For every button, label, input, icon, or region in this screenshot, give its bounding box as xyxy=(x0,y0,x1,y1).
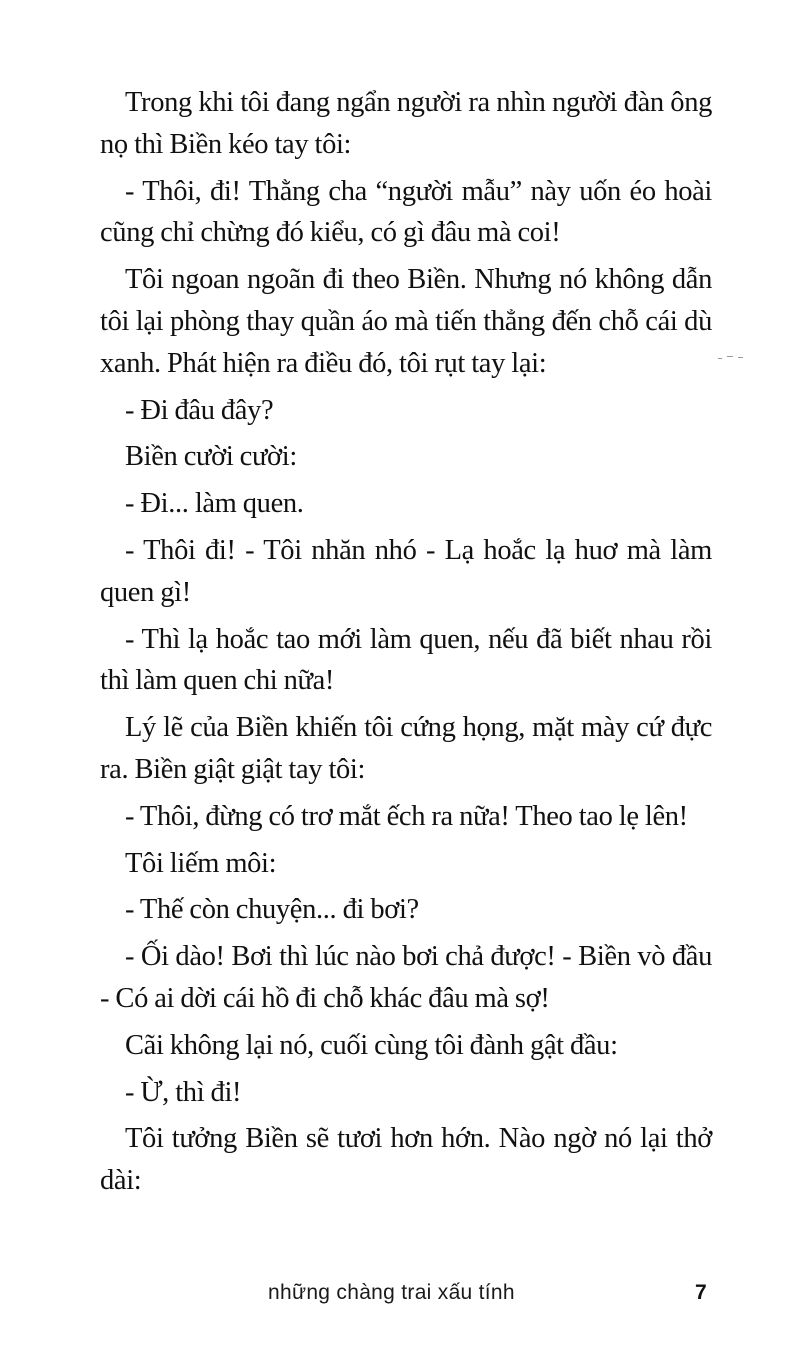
page-footer xyxy=(0,1281,800,1315)
paragraph-narration: Tôi tưởng Biền sẽ tươi hơn hớn. Nào ngờ nó lại thở dài: xyxy=(100,1123,712,1197)
paragraph-dialogue: - Đi... làm quen. xyxy=(125,488,304,520)
paragraph-narration: Trong khi tôi đang ngẩn người ra nhìn người đàn ông nọ thì Biền kéo tay tôi: xyxy=(100,87,712,160)
paragraph-narration: Biền cười cười: xyxy=(125,441,297,473)
paragraph-narration: Tôi liếm môi: xyxy=(125,847,277,879)
paragraph-dialogue: - Thôi, đi! Thằng cha “người mẫu” này uốn éo hoài cũng chỉ chừng đó kiểu, có gì đâu mà coi! xyxy=(100,175,712,249)
scan-speck xyxy=(718,358,722,359)
paragraph-narration: Tôi ngoan ngoãn đi theo Biền. Nhưng nó không dẫn tôi lại phòng thay quần áo mà tiến thẳng đến chỗ cái dù xanh. Phát hiện ra điều đó, tôi rụt tay lại: xyxy=(100,264,712,379)
paragraph-dialogue: - Thế còn chuyện... đi bơi? xyxy=(125,894,419,926)
paragraph-dialogue: - Thôi, đừng có trơ mắt ếch ra nữa! Theo tao lẹ lên! xyxy=(125,800,688,832)
book-page-body xyxy=(100,82,712,1207)
scan-speck xyxy=(738,357,743,358)
running-footer-book-title: những chàng trai xấu tính xyxy=(268,1281,515,1304)
paragraph-dialogue: - Thì lạ hoắc tao mới làm quen, nếu đã biết nhau rồi thì làm quen chi nữa! xyxy=(100,623,712,697)
scan-speck xyxy=(727,356,733,357)
paragraph-dialogue: - Ối dào! Bơi thì lúc nào bơi chả được! - Biền vò đầu - Có ai dời cái hồ đi chỗ khác đâu mà sợ! xyxy=(100,941,712,1014)
page-number: 7 xyxy=(695,1281,707,1304)
paragraph-dialogue: - Thôi đi! - Tôi nhăn nhó - Lạ hoắc lạ huơ mà làm quen gì! xyxy=(100,534,712,608)
paragraph-narration: Cãi không lại nó, cuối cùng tôi đành gật đầu: xyxy=(125,1029,618,1061)
paragraph-dialogue: - Ừ, thì đi! xyxy=(125,1076,242,1108)
paragraph-narration: Lý lẽ của Biền khiến tôi cứng họng, mặt mày cứ đực ra. Biền giật giật tay tôi: xyxy=(100,712,712,785)
paragraph-dialogue: - Đi đâu đây? xyxy=(125,394,274,426)
